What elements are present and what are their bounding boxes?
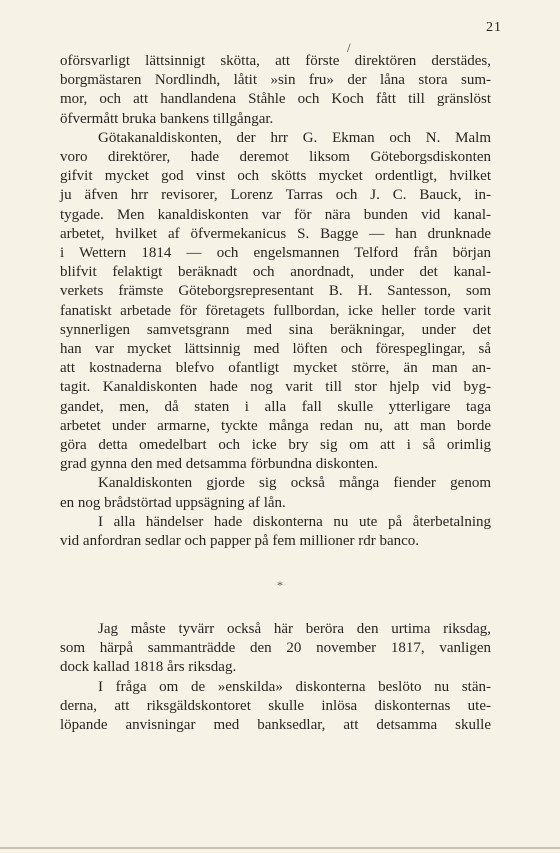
text-line: arbetet, hvilket af öfvermekanicus S. Bagge — han drunknade [60,225,491,242]
text-line: tagit. Kanaldiskonten hade nog varit till stor hjelp vid byg- [60,379,491,396]
text-line: öfvermått bruka bankens tillgångar. [60,110,274,127]
text-line: i Wettern 1814 — och engelsmannen Telford från början [60,245,491,262]
text-line: gandet, men, då staten i alla fall skulle ytterligare taga [60,398,491,415]
text-line: derna, att riksgäldskontoret skulle inlösa diskonternas ute- [60,697,491,714]
text-line: gifvit mycket god vinst och skötts mycket ordentligt, hvilket [60,168,491,185]
text-line: I alla händelser hade diskonterna nu ute på återbetalning [98,513,491,530]
text-line: Jag måste tyvärr också här beröra den urtima riksdag, [98,621,491,637]
text-line: en nog brådstörtad uppsägning af lån. [60,494,286,511]
text-line: löpande anvisningar med banksedlar, att detsamma skulle [60,717,491,734]
text-line: dock kallad 1818 års riksdag. [60,659,237,676]
text-line: Kanaldiskonten gjorde sig också många fiender genom [98,475,491,492]
section-separator: * [277,578,283,592]
text-line: ju äfven hrr revisorer, Lorenz Tarras och J. C. Bauck, in- [60,187,491,204]
text-line: göra detta omedelbart och icke bry sig om att i så orimlig [60,437,491,454]
text-line: som härpå sammanträdde den 20 november 1817, vanligen [60,640,491,657]
pencil-tick-mark: / [347,40,351,55]
text-line: arbetet under armarne, tyckte många redan nu, att man borde [60,417,491,434]
text-line: fanatiskt arbetade för företagets fullbordan, icke heller torde varit [60,302,491,319]
text-line: han var mycket lättsinnig med löften och förespeglingar, så [60,341,491,358]
text-line: borgmästaren Nordlindh, låtit »sin fru» der låna stora sum- [60,72,491,89]
text-line: I fråga om de »enskilda» diskonterna beslöto nu stän- [98,678,491,695]
text-block-top [60,52,491,551]
text-line: grad gynna den med detsamma förbundna diskonten. [60,456,378,473]
text-line: verkets främste Göteborgsrepresentant B. H. Santesson, som [60,283,491,300]
text-line: synnerligen samvetsgrann med sina beräkningar, under det [60,321,491,338]
text-line: blifvit felaktigt beräknadt och anordnadt, under det kanal- [60,264,491,281]
page-edge-rule [0,847,560,849]
text-line: Götakanaldiskonten, der hrr G. Ekman och N. Malm [98,129,491,146]
text-line: voro direktörer, hade deremot liksom Göteborgsdiskonten [60,149,491,166]
text-block-bottom [60,620,491,735]
text-line: oförsvarligt lättsinnigt skötta, att förste direktören derstädes, [60,53,491,69]
text-line: att kostnaderna blefvo ofantligt mycket större, än man an- [60,360,491,377]
page-number: 21 [486,20,502,35]
text-line: mor, och att handlandena Ståhle och Koch fått till gränslöst [60,91,491,108]
text-line: vid anfordran sedlar och papper på fem millioner rdr banco. [60,533,420,550]
text-line: tygade. Men kanaldiskonten var för nära bunden vid kanal- [60,206,491,223]
